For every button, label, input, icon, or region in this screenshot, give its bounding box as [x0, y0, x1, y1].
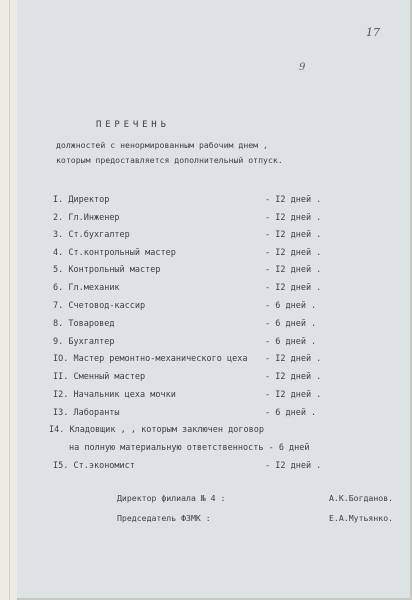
list-item-days: - I2 дней . [265, 461, 322, 471]
list-item-days: - I2 дней . [265, 283, 322, 293]
page-binding-edge [0, 0, 18, 600]
list-item-5 [53, 265, 383, 277]
list-item-3 [53, 230, 383, 242]
list-item-days: - I2 дней . [265, 213, 322, 223]
document-subtitle-line1: должностей с ненормированным рабочим днем , [56, 140, 268, 150]
list-item-name: 5. Контрольный мастер [53, 265, 161, 275]
archive-sheet-number: 17 [366, 26, 380, 39]
list-item-name: I2. Начальник цеха мочки [53, 390, 176, 400]
list-item-name: II. Сменный мастер [53, 372, 146, 382]
document-subtitle-line2: которым предоставляется дополнительный отпуск. [56, 155, 283, 165]
list-item-1 [53, 195, 383, 207]
list-item-15 [53, 461, 383, 473]
binding-line [9, 0, 10, 600]
list-item-6 [53, 283, 383, 295]
list-item-days: - I2 дней . [265, 265, 322, 275]
list-item-7 [53, 301, 383, 313]
item-14-line2: на полную материальную ответственность - 6 дней [69, 443, 310, 453]
list-item-name: 7. Счетовод-кассир [53, 301, 146, 311]
list-item-name: 2. Гл.Инженер [53, 213, 120, 223]
list-item-name: I3. Лаборанты [53, 408, 120, 418]
list-item-name: IO. Мастер ремонтно-механического цеха [53, 354, 248, 364]
list-item-4 [53, 248, 383, 260]
list-item-8 [53, 319, 383, 331]
list-item-days: - I2 дней . [265, 354, 322, 364]
list-item-11 [53, 372, 383, 384]
list-item-name: 6. Гл.механик [53, 283, 120, 293]
list-item-days: - 6 дней . [265, 337, 317, 347]
list-item-9 [53, 337, 383, 349]
list-item-12 [53, 390, 383, 402]
chair-signature-name: Е.А.Мутьянко. [329, 513, 394, 523]
list-item-days: - 6 дней . [265, 301, 317, 311]
list-item-days: - 6 дней . [265, 319, 317, 329]
list-item-name: 9. Бухгалтер [53, 337, 115, 347]
list-item-name: I. Директор [53, 195, 110, 205]
list-item-days: - I2 дней . [265, 390, 322, 400]
chair-signature-label: Председатель ФЗМК : [117, 513, 211, 523]
item-14-line1: I4. Кладовщик , , которым заключен договор [49, 425, 264, 435]
director-signature-label: Директор филиала № 4 : [117, 493, 226, 503]
director-signature-name: А.К.Богданов. [329, 493, 394, 503]
document-sheet [17, 0, 410, 598]
list-item-days: - I2 дней . [265, 248, 322, 258]
list-item-13 [53, 408, 383, 420]
list-item-name: I5. Ст.экономист [53, 461, 135, 471]
list-item-name: 4. Ст.контрольный мастер [53, 248, 176, 258]
list-item-days: - 6 дней . [265, 408, 317, 418]
list-item-days: - I2 дней . [265, 230, 322, 240]
list-item-days: - I2 дней . [265, 372, 322, 382]
list-item-name: 8. Товаровед [53, 319, 115, 329]
document-title: ПЕРЕЧЕНЬ [96, 120, 170, 130]
list-item-name: 3. Ст.бухгалтер [53, 230, 130, 240]
list-item-days: - I2 дней . [265, 195, 322, 205]
list-item-10 [53, 354, 383, 366]
list-item-2 [53, 213, 383, 225]
page-number: 9 [299, 62, 306, 73]
